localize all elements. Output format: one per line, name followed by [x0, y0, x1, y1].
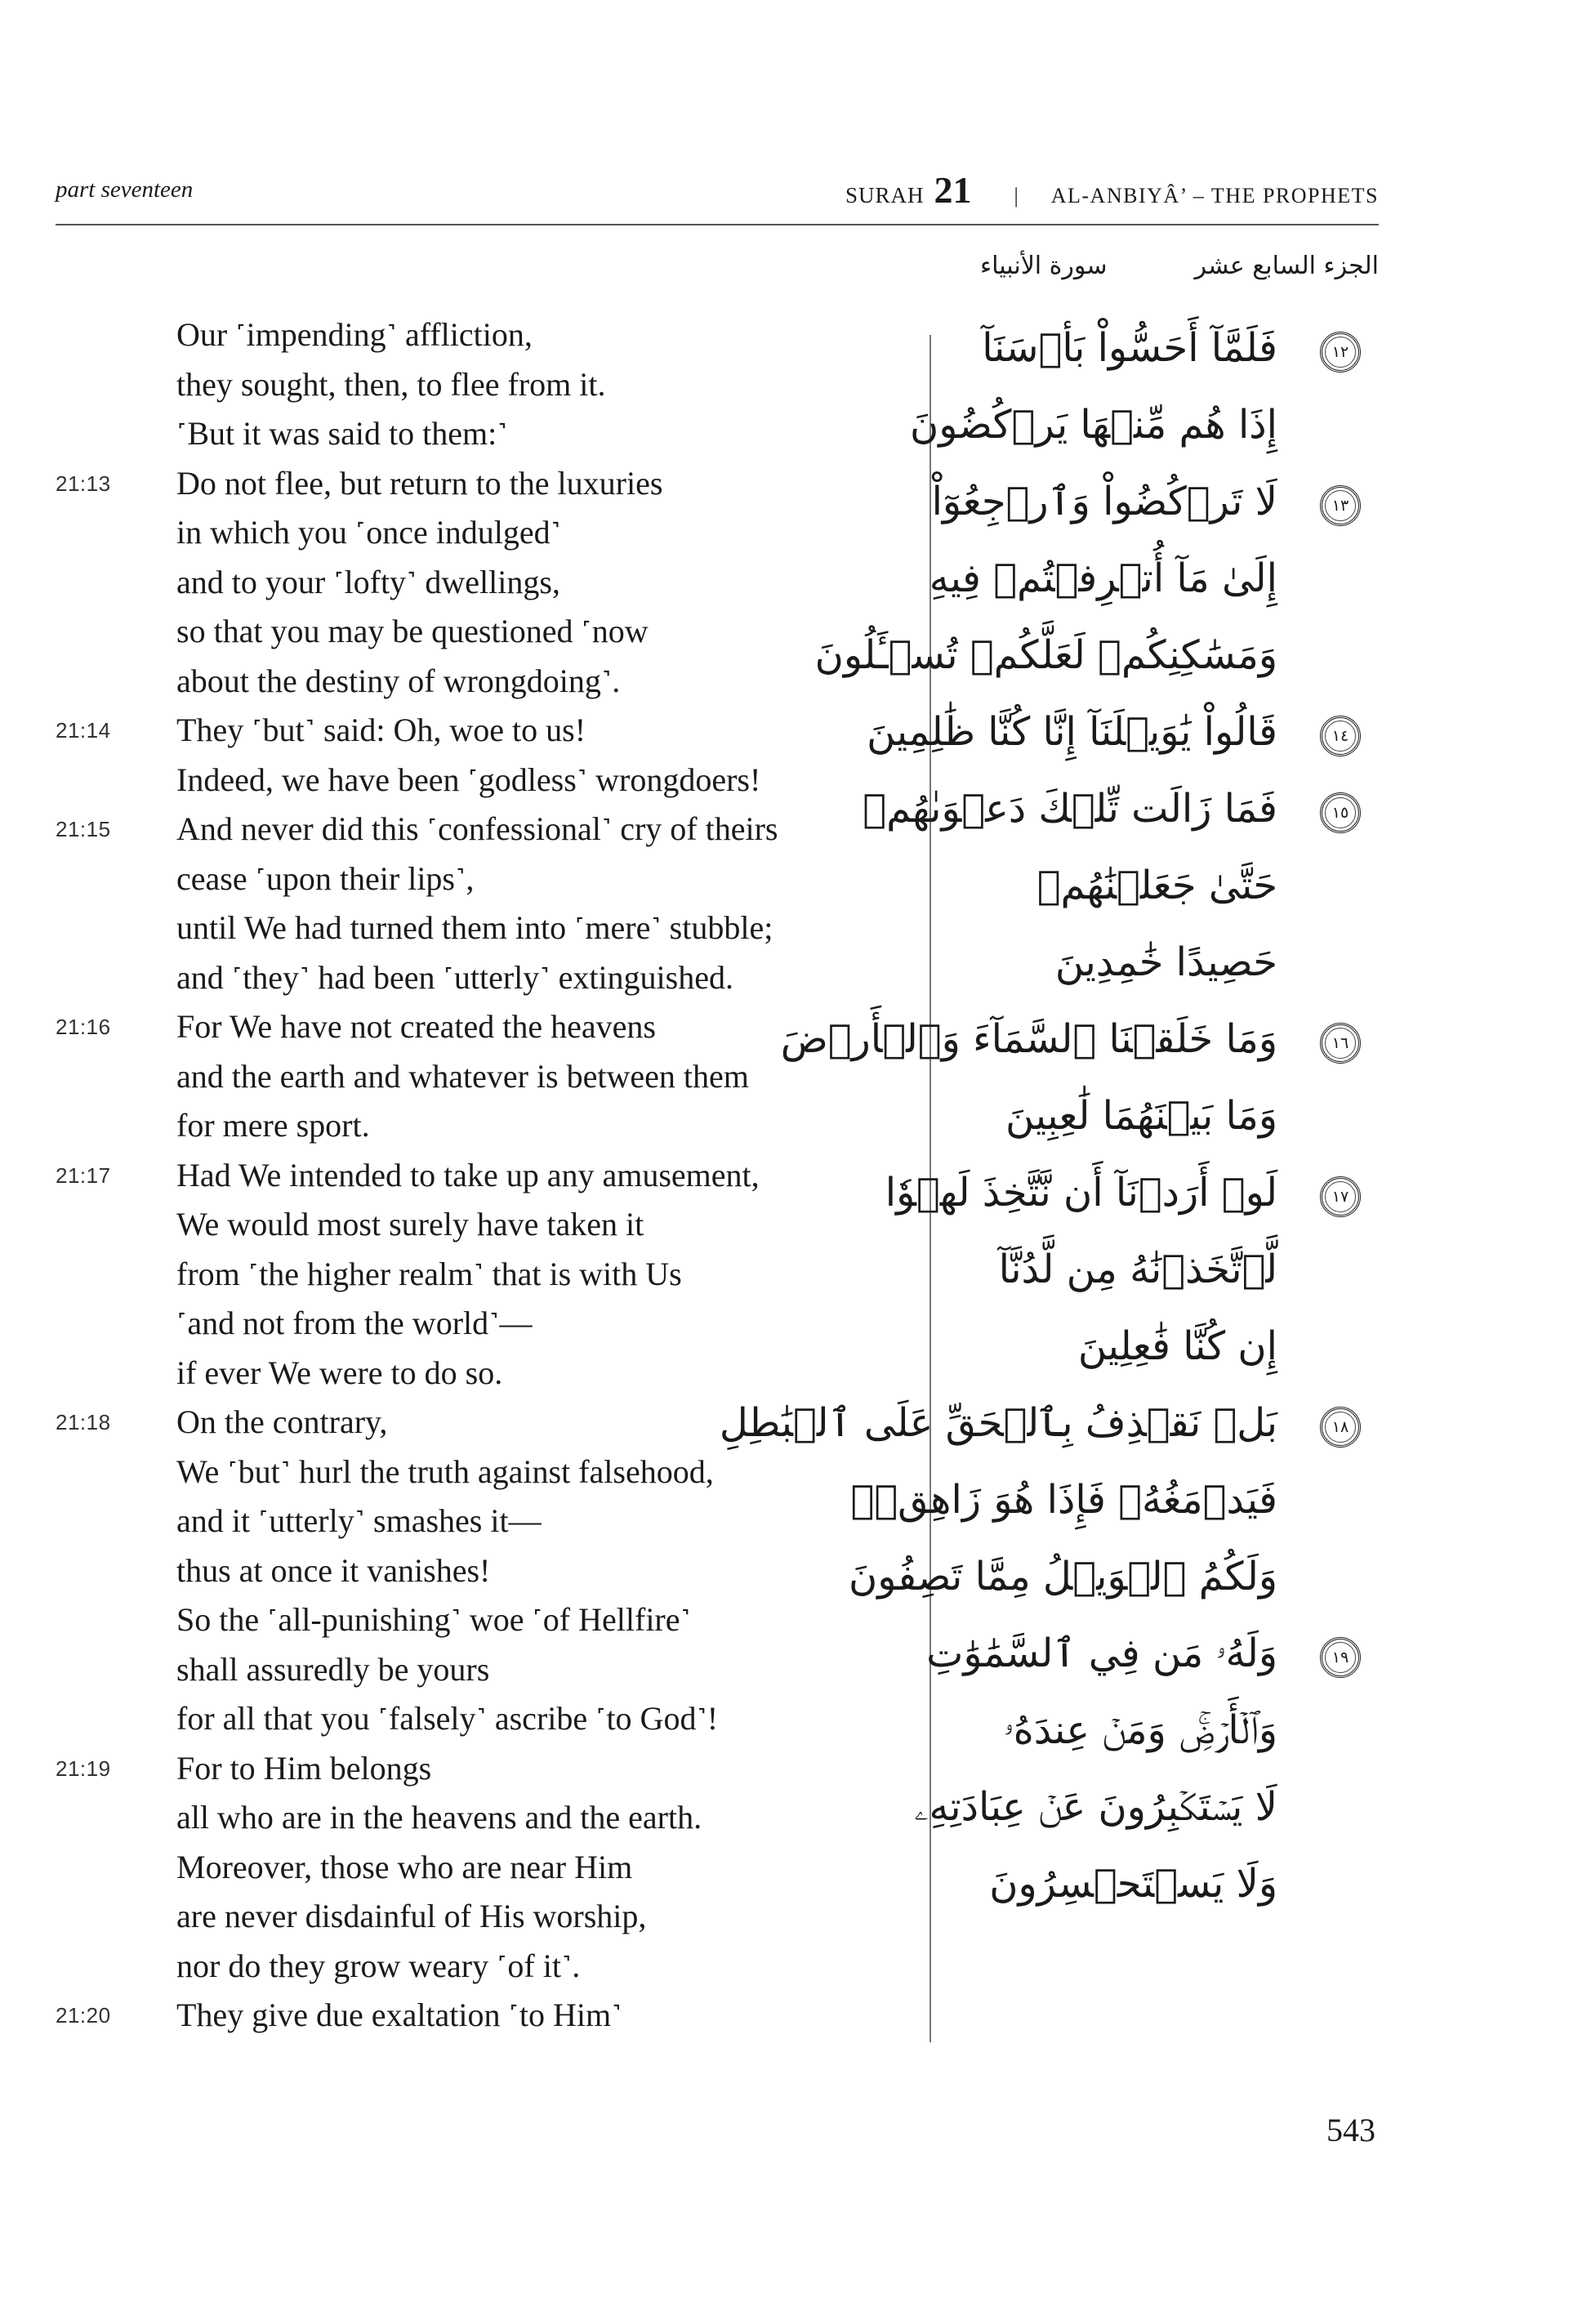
translation-line	[39, 1200, 913, 1250]
translation-line	[39, 1892, 913, 1942]
verse-number: 21:16	[56, 1015, 111, 1039]
translation-line	[39, 409, 913, 459]
translation-text: all who are in the heavens and the earth.	[176, 1799, 702, 1836]
arabic-line	[947, 315, 1372, 392]
arabic-verse-text: لَا تَرۡكُضُواْ وَٱرۡجِعُوٓاْ	[931, 479, 1277, 524]
arabic-line	[947, 1083, 1372, 1160]
translation-line	[39, 459, 913, 509]
arabic-surah-title: سورة الأنبياء	[980, 252, 1108, 280]
translation-text: They give due exaltation ˹to Him˺	[176, 1997, 622, 2033]
arabic-line	[850, 1467, 1372, 1544]
translation-line	[39, 1299, 913, 1349]
translation-line	[39, 1645, 913, 1695]
arabic-line	[931, 469, 1372, 546]
translation-line	[39, 657, 913, 707]
arabic-verse-text: فَيَدۡمَغُهُۥ فَإِذَا هُوَ زَاهِقٞۚ	[850, 1477, 1277, 1523]
translation-text: and to your ˹lofty˺ dwellings,	[176, 563, 560, 600]
translation-text: So the ˹all-punishing˺ woe ˹of Hellfire˺	[176, 1601, 691, 1638]
arabic-verse-text: إِلَىٰ مَآ أُتۡرِفۡتُمۡ فِيهِ	[929, 555, 1277, 601]
translation-text: they sought, then, to flee from it.	[176, 365, 606, 403]
arabic-line	[947, 1698, 1372, 1774]
verse-number: 21:18	[56, 1410, 111, 1434]
translation-line	[39, 756, 913, 805]
arabic-line	[867, 699, 1372, 776]
surah-heading	[845, 168, 1379, 212]
translation-line	[39, 805, 913, 854]
verse-number: 21:20	[56, 2003, 111, 2028]
arabic-verse-text: حَتَّىٰ جَعَلۡنَٰهُمۡ	[1037, 863, 1277, 908]
arabic-line	[814, 622, 1372, 699]
arabic-verse-text: لَّٱتَّخَذۡنَٰهُ مِن لَّدُنَّآ	[998, 1247, 1277, 1292]
arabic-line	[929, 546, 1372, 622]
translation-line	[39, 607, 913, 657]
translation-line	[39, 1349, 913, 1399]
translation-text: Had We intended to take up any amusement,	[176, 1156, 760, 1193]
translation-line	[39, 310, 913, 360]
verse-number: 21:19	[56, 1756, 111, 1781]
ayah-marker-icon: ١٩	[1320, 1637, 1361, 1678]
ayah-marker-icon: ١٦	[1320, 1023, 1361, 1064]
arabic-line	[719, 1390, 1372, 1467]
translation-text: For We have not created the heavens	[176, 1008, 656, 1045]
translation-line	[39, 1250, 913, 1300]
translation-text: We ˹but˺ hurl the truth against falsehood,	[176, 1452, 714, 1490]
running-header	[56, 168, 1379, 225]
translation-text: and ˹they˺ had been ˹utterly˺ extinguished.	[176, 958, 733, 996]
header-rule	[56, 224, 1379, 225]
translation-text: for all that you ˹falsely˺ ascribe ˹to God˺!	[176, 1700, 719, 1737]
arabic-verse-text: إِن كُنَّا فَٰعِلِينَ	[1077, 1323, 1277, 1369]
arabic-line	[947, 853, 1372, 930]
ayah-marker-icon: ١٧	[1320, 1176, 1361, 1217]
arabic-line	[849, 1544, 1372, 1621]
translation-text: cease ˹upon their lips˺,	[176, 859, 475, 897]
arabic-verse-text: حَصِيدًا خَٰمِدِينَ	[1054, 939, 1277, 985]
ayah-marker-icon: ١٨	[1320, 1407, 1361, 1448]
arabic-verse-text: بَلۡ نَقۡذِفُ بِٱلۡحَقِّ عَلَى ٱلۡبَٰطِلِ	[719, 1400, 1277, 1446]
translation-line	[39, 1744, 913, 1794]
arabic-verse-text: وَلَكُمُ ٱلۡوَيۡلُ مِمَّا تَصِفُونَ	[849, 1554, 1277, 1599]
ayah-marker-icon: ١٥	[1320, 792, 1361, 833]
translation-text: Moreover, those who are near Him	[176, 1848, 633, 1885]
arabic-line	[910, 392, 1372, 469]
translation-text: ˹and not from the world˺—	[176, 1305, 533, 1341]
translation-line	[39, 1101, 913, 1151]
header-separator: |	[1014, 184, 1019, 207]
arabic-line	[914, 1774, 1372, 1851]
translation-line	[39, 1546, 913, 1596]
translation-line	[39, 1694, 913, 1744]
translation-line	[39, 706, 913, 756]
translation-line	[39, 508, 913, 558]
surah-name: AL-ANBIYÂ’ – THE PROPHETS	[1050, 184, 1379, 207]
translation-line	[39, 1942, 913, 1992]
arabic-verse-text: وَلَا يَسۡتَحۡسِرُونَ	[989, 1861, 1277, 1907]
translation-text: And never did this ˹confessional˺ cry of theirs	[176, 810, 778, 847]
arabic-line	[780, 1006, 1372, 1083]
verse-number: 21:15	[56, 817, 111, 841]
translation-text: thus at once it vanishes!	[176, 1551, 491, 1589]
translation-line	[39, 854, 913, 904]
arabic-running-header	[898, 252, 1379, 292]
arabic-line	[947, 1851, 1372, 1928]
translation-line	[39, 360, 913, 410]
translation-line	[39, 1151, 913, 1201]
translation-text: if ever We were to do so.	[176, 1354, 503, 1391]
surah-label: SURAH	[845, 183, 925, 207]
translation-text: are never disdainful of His worship,	[176, 1898, 647, 1934]
arabic-verse-text: وَمَا بَيۡنَهُمَا لَٰعِبِينَ	[1005, 1093, 1277, 1139]
verse-number: 21:13	[56, 471, 111, 496]
translation-text: and it ˹utterly˺ smashes it—	[176, 1502, 542, 1539]
arabic-line	[926, 1621, 1372, 1698]
translation-line	[39, 1448, 913, 1497]
english-translation-column	[39, 310, 913, 2041]
ayah-marker-icon: ١٢	[1320, 332, 1361, 373]
verse-number: 21:17	[56, 1162, 111, 1188]
translation-text: Do not flee, but return to the luxuries	[176, 464, 663, 502]
arabic-line	[947, 1237, 1372, 1314]
arabic-line	[947, 1314, 1372, 1390]
ayah-marker-icon: ١٤	[1320, 716, 1361, 756]
translation-line	[39, 953, 913, 1003]
translation-text: until We had turned them into ˹mere˺ stubble;	[176, 909, 773, 946]
translation-text: and the earth and whatever is between them	[176, 1057, 749, 1095]
translation-line	[39, 1793, 913, 1843]
translation-text: On the contrary,	[176, 1403, 388, 1440]
translation-text: Our ˹impending˺ affliction,	[176, 316, 533, 353]
translation-text: ˹But it was said to them:˺	[176, 415, 508, 452]
arabic-verse-text: وَلَهُۥ مَن فِي ٱلسَّمَٰوَٰتِ	[926, 1631, 1277, 1676]
arabic-verse-text: لَوۡ أَرَدۡنَآ أَن نَّتَّخِذَ لَهۡوٗا	[885, 1170, 1277, 1216]
translation-text: We would most surely have taken it	[176, 1206, 644, 1243]
translation-text: for mere sport.	[176, 1107, 370, 1144]
translation-line	[39, 1595, 913, 1645]
translation-line	[39, 558, 913, 608]
verse-number: 21:14	[56, 718, 111, 743]
translation-line	[39, 1991, 913, 2041]
arabic-text-column	[719, 315, 1372, 1928]
translation-line	[39, 1843, 913, 1893]
translation-text: shall assuredly be yours	[176, 1650, 490, 1688]
ayah-marker-icon: ١٣	[1320, 485, 1361, 526]
arabic-verse-text: فَمَا زَالَت تِّلۡكَ دَعۡوَىٰهُمۡ	[863, 786, 1277, 832]
translation-text: They ˹but˺ said: Oh, woe to us!	[176, 712, 586, 748]
arabic-verse-text: وَٱلۡأَرۡضِۚ وَمَنۡ عِندَهُۥ	[1003, 1707, 1277, 1753]
page-number: 543	[1326, 2112, 1375, 2148]
translation-line	[39, 903, 913, 953]
arabic-verse-text: قَالُواْ يَٰوَيۡلَنَآ إِنَّا كُنَّا ظَٰلِمِينَ	[867, 709, 1277, 755]
translation-text: about the destiny of wrongdoing˺.	[176, 662, 621, 699]
arabic-line	[947, 930, 1372, 1006]
translation-text: from ˹the higher realm˺ that is with Us	[176, 1255, 682, 1292]
arabic-verse-text: فَلَمَّآ أَحَسُّواْ بَأۡسَنَآ	[982, 325, 1277, 371]
arabic-line	[885, 1160, 1372, 1237]
arabic-part-title: الجزء السابع عشر	[1194, 252, 1379, 280]
surah-number: 21	[934, 169, 972, 211]
translation-text: Indeed, we have been ˹godless˺ wrongdoers!	[176, 761, 761, 798]
arabic-line	[863, 776, 1372, 853]
translation-text: For to Him belongs	[176, 1749, 432, 1787]
translation-line	[39, 1497, 913, 1546]
arabic-verse-text: لَا يَسۡتَكۡبِرُونَ عَنۡ عِبَادَتِهِۦ	[914, 1784, 1277, 1830]
translation-text: in which you ˹once indulged˺	[176, 514, 561, 551]
part-title: part seventeen	[56, 176, 194, 203]
arabic-verse-text: وَمَسَٰكِنِكُمۡ لَعَلَّكُمۡ تُسۡـَٔلُونَ	[814, 632, 1277, 678]
translation-text: so that you may be questioned ˹now	[176, 613, 649, 649]
arabic-verse-text: إِذَا هُم مِّنۡهَا يَرۡكُضُونَ	[910, 402, 1277, 448]
translation-text: nor do they grow weary ˹of it˺.	[176, 1947, 581, 1984]
arabic-verse-text: وَمَا خَلَقۡنَا ٱلسَّمَآءَ وَٱلۡأَرۡضَ	[780, 1016, 1277, 1062]
